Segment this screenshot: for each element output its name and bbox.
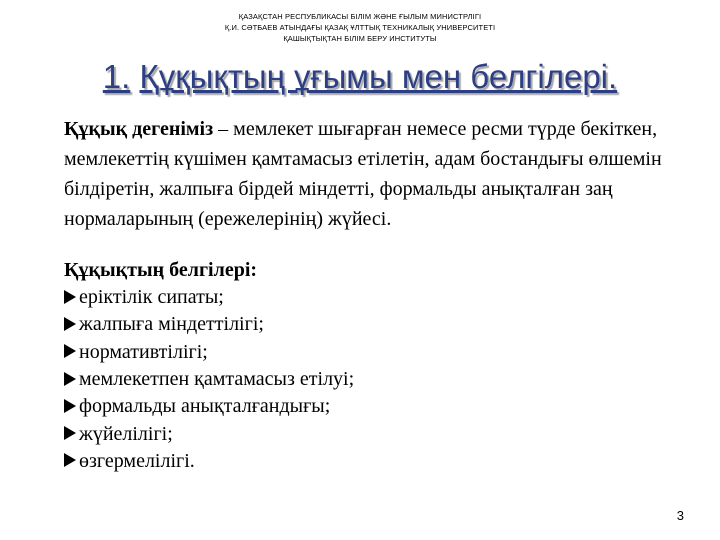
list-item: жүйелілігі; — [64, 420, 354, 447]
slide-title — [0, 56, 720, 98]
page-number: 3 — [676, 508, 684, 523]
list-item: нормативтілігі; — [64, 339, 354, 366]
list-item: еріктілік сипаты; — [64, 284, 354, 311]
title-text: Құқықтың ұғымы мен белгілері. — [139, 58, 618, 95]
list-item: формальды анықталғандығы; — [64, 393, 354, 420]
arrow-bullet-icon — [64, 317, 76, 331]
definition-term: Құқық дегеніміз — [64, 118, 214, 140]
arrow-bullet-icon — [64, 372, 76, 386]
list-item: өзгермелілігі. — [64, 448, 354, 475]
features-list — [64, 284, 354, 475]
arrow-bullet-icon — [64, 344, 76, 358]
arrow-bullet-icon — [64, 399, 76, 413]
arrow-bullet-icon — [64, 426, 76, 440]
institution-header — [0, 11, 720, 44]
header-ministry: ҚАЗАҚСТАН РЕСПУБЛИКАСЫ БІЛІМ ЖӘНЕ ҒЫЛЫМ МИНИСТРЛІГІ — [238, 12, 482, 21]
features-heading: Құқықтың белгілері: — [64, 259, 258, 281]
header-university: Қ.И. СӘТБАЕВ АТЫНДАҒЫ ҚАЗАҚ ҰЛТТЫҚ ТЕХНИКАЛЫҚ УНИВЕРСИТЕТІ — [224, 23, 496, 32]
definition-paragraph — [64, 114, 664, 234]
arrow-bullet-icon — [64, 290, 76, 304]
list-item: жалпыға міндеттілігі; — [64, 311, 354, 338]
list-item: мемлекетпен қамтамасыз етілуі; — [64, 366, 354, 393]
header-institute: ҚАШЫҚТЫҚТАН БІЛІМ БЕРУ ИНСТИТУТЫ — [283, 34, 437, 43]
arrow-bullet-icon — [64, 453, 76, 467]
title-number: 1. — [102, 58, 131, 95]
definition-text: – мемлекет шығарған немесе ресми түрде бекіткен, мемлекеттің күшімен қамтамасыз етілетін, адам бостандығы өлшемін білдіретін, жалпыға бірдей міндетті, формальды анықталған заң нормаларының (ережелерінің) жүйесі. — [64, 118, 662, 230]
